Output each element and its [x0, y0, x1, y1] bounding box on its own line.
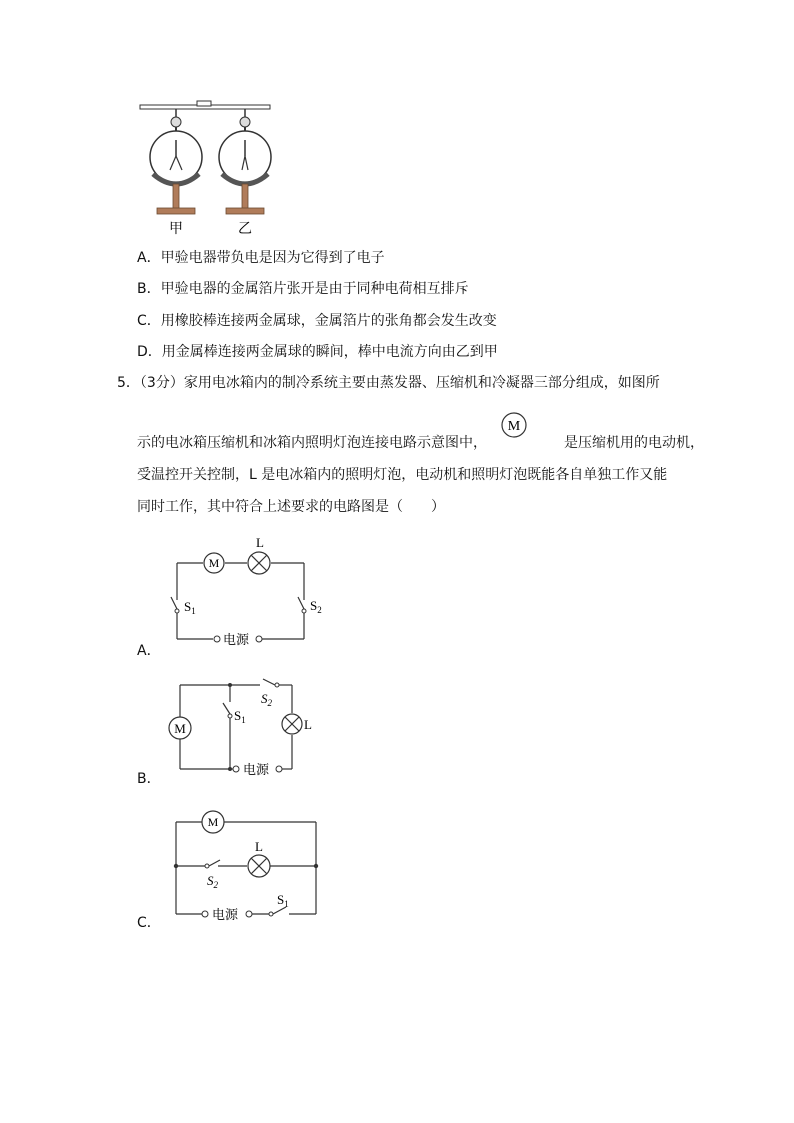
lamp-label: L [255, 839, 263, 854]
circuit-label-a: A． [137, 643, 161, 659]
s1-label: S [277, 892, 285, 907]
motor-letter: M [207, 815, 219, 829]
s2-label: S [261, 691, 268, 706]
circuit-label-b: B． [137, 771, 161, 787]
s1-subscript: 1 [284, 899, 289, 909]
switch-s1-icon [223, 703, 232, 718]
s2-label: S [207, 873, 214, 888]
svg-text:S2 [310, 598, 322, 615]
svg-text:S2 [207, 873, 219, 890]
s1-label: S [184, 599, 192, 614]
option-c: C．用橡胶棒连接两金属球，金属箔片的张角都会发生改变 [137, 313, 497, 329]
s2-subscript: 2 [213, 880, 218, 890]
s1-subscript: 1 [191, 606, 196, 616]
q5-line4: 同时工作，其中符合上述要求的电路图是（ ） [137, 499, 445, 515]
svg-text:S2 [261, 691, 273, 708]
motor-symbol-letter: M [507, 419, 521, 434]
s1-label: S [234, 708, 242, 723]
rod-clip [197, 101, 211, 106]
label-yi: 乙 [238, 221, 252, 237]
q5-line2-after: 是压缩机用的电动机， [564, 435, 704, 451]
lamp-label: L [304, 717, 312, 732]
source-label: 电源 [223, 633, 250, 648]
switch-s1-icon [171, 597, 179, 613]
option-b: B．甲验电器的金属箔片张开是由于同种电荷相互排斥 [137, 281, 469, 297]
lamp-icon [248, 855, 270, 877]
motor-symbol-inline [498, 411, 530, 439]
circuit-b [160, 672, 320, 782]
lamp-icon [282, 714, 302, 734]
svg-text:S1 [234, 708, 246, 725]
source-label: 电源 [243, 763, 270, 778]
electroscope-figure [135, 98, 280, 240]
svg-text:S1 [184, 599, 196, 616]
option-d: D．用金属棒连接两金属球的瞬间，棒中电流方向由乙到甲 [137, 344, 498, 360]
q5-line1: 5．（3分）家用电冰箱内的制冷系统主要由蒸发器、压缩机和冷凝器三部分组成，如图所 [117, 375, 660, 391]
source-label: 电源 [212, 908, 239, 923]
s2-subscript: 2 [267, 698, 272, 708]
label-jia: 甲 [169, 221, 183, 237]
motor-letter: M [174, 721, 186, 736]
svg-text:S1 [277, 892, 289, 909]
s2-subscript: 2 [317, 605, 322, 615]
switch-s2-icon [298, 597, 306, 613]
circuit-label-c: C． [137, 915, 161, 931]
s2-label: S [310, 598, 318, 613]
lamp-icon [248, 552, 270, 574]
switch-s2-icon [263, 679, 279, 687]
lamp-label: L [256, 535, 264, 550]
electroscope-jia [150, 109, 202, 214]
motor-letter: M [208, 556, 220, 570]
circuit-c [165, 805, 330, 925]
q5-line3: 受温控开关控制，L 是电冰箱内的照明灯泡，电动机和照明灯泡既能各自单独工作又能 [137, 467, 668, 483]
option-a: A．甲验电器带负电是因为它得到了电子 [137, 250, 385, 266]
electroscope-yi [219, 109, 271, 214]
circuit-a [165, 535, 340, 655]
s1-subscript: 1 [241, 715, 246, 725]
switch-s2-icon [205, 860, 220, 868]
q5-line2-before: 示的电冰箱压缩机和冰箱内照明灯泡连接电路示意图中， [137, 435, 487, 451]
